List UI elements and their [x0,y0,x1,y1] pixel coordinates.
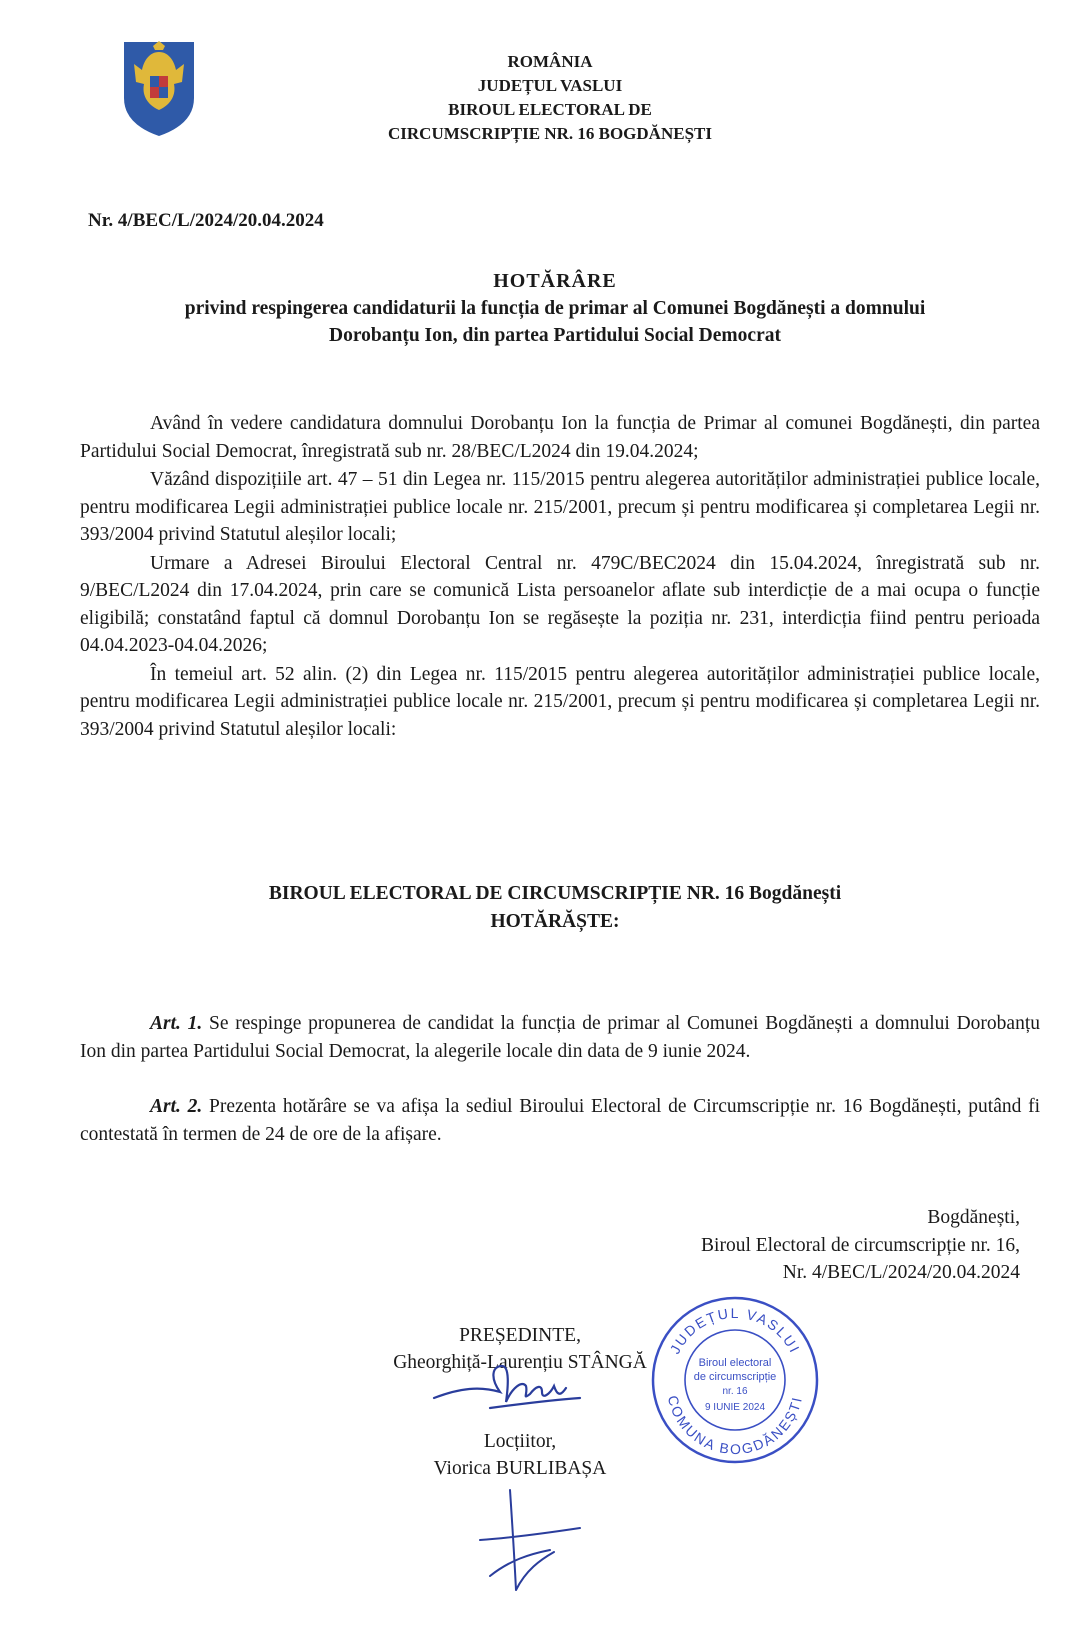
stamp-inner-line2: de circumscripție [693,1371,777,1383]
preamble-paragraph: Având în vedere candidatura domnului Dorobanțu Ion la funcția de Primar al comunei Bogdănești, din partea Partidului Social Democrat, înregistrată sub nr. 28/BEC/L2024 din 19.04.2024; [80,413,1040,462]
article-label: Art. 2. [150,1096,203,1117]
header-country: ROMÂNIA [507,52,593,71]
stamp-inner-line1: Biroul electoral [698,1357,772,1369]
preamble-paragraph: În temeiul art. 52 alin. (2) din Legea nr. 115/2015 pentru alegerea autorităților administrației publice locale, pentru modificarea Legii administrației publice locale nr. 215/2001, precum și pentru modificarea și completarea Legii nr. 393/2004 privind Statutul aleșilor locali: [80,663,1040,740]
document-number: Nr. 4/BEC/L/2024/20.04.2024 [88,210,324,231]
decision-body: BIROUL ELECTORAL DE CIRCUMSCRIPȚIE NR. 16 Bogdănești [268,883,842,904]
stamp-inner-line3: nr. 16 [722,1386,748,1397]
decision-title [70,268,1040,349]
closing-office: Biroul Electoral de circumscripție nr. 16, [701,1234,1020,1256]
header-office: BIROUL ELECTORAL DE [448,100,652,119]
article-text: Se respinge propunerea de candidat la funcția de primar al Comunei Bogdănești a domnului Dorobanțu Ion din partea Partidului Social Democrat, la alegerile locale din data de 9 iunie 2024. [80,1013,1041,1062]
president-title: PREȘEDINTE, [459,1325,581,1346]
title-subject-line1: privind respingerea candidaturii la funcția de primar al Comunei Bogdănești a domnului [184,298,926,319]
preamble [80,410,1040,744]
article-text: Prezenta hotărâre se va afișa la sediul Biroului Electoral de Circumscripție nr. 16 Bogdănești, putând fi contestată în termen de 24 de ore de la afișare. [80,1096,1041,1145]
deputy-name: Viorica BURLIBAȘA [433,1458,607,1479]
closing-block [701,1204,1020,1287]
header-constituency: CIRCUMSCRIPȚIE NR. 16 BOGDĂNEȘTI [388,124,712,143]
deputy-signature [470,1480,590,1600]
header-county: JUDEȚUL VASLUI [477,76,623,95]
decision-heading [70,880,1040,936]
title-main: HOTĂRÂRE [493,270,617,292]
official-stamp [645,1290,825,1470]
stamp-outer-bottom: COMUNA BOGDĂNEȘTI [664,1393,806,1458]
closing-place: Bogdănești, [927,1207,1020,1228]
preamble-paragraph: Urmare a Adresei Biroului Electoral Central nr. 479C/BEC2024 din 15.04.2024, înregistrată sub nr. 9/BEC/L2024 din 17.04.2024, prin care se comunică Lista persoanelor aflate sub interdicție de a mai ocupa o funcție eligibilă; constatând faptul că domnul Dorobanțu Ion se regăsește la poziția nr. 231, interdicția fiind pentru perioada 04.04.2023-04.04.2026; [80,552,1040,656]
articles [80,1010,1040,1176]
stamp-inner-line4: 9 IUNIE 2024 [704,1402,766,1413]
article-label: Art. 1. [150,1013,203,1034]
article-2 [80,1093,1040,1148]
institution-header [330,50,770,146]
president-name-text: Gheorghiță-Laurențiu STÂNGĂ [393,1352,647,1373]
stamp-outer-top: JUDEȚUL VASLUI [666,1304,804,1357]
closing-number: Nr. 4/BEC/L/2024/20.04.2024 [782,1262,1020,1283]
deputy-title: Locțiitor, [483,1431,557,1452]
article-1 [80,1010,1040,1065]
title-subject-line2: Dorobanțu Ion, din partea Partidului Social Democrat [329,325,781,346]
decision-verb: HOTĂRĂȘTE: [490,911,620,932]
coat-of-arms-icon [120,38,198,138]
preamble-paragraph: Văzând dispozițiile art. 47 – 51 din Legea nr. 115/2015 pentru alegerea autorităților administrației publice locale, pentru modificarea Legii administrației publice locale nr. 215/2001, precum și pentru modificarea și completarea Legii nr. 393/2004 privind Statutul aleșilor locali; [80,469,1040,545]
president-signature [430,1358,600,1420]
